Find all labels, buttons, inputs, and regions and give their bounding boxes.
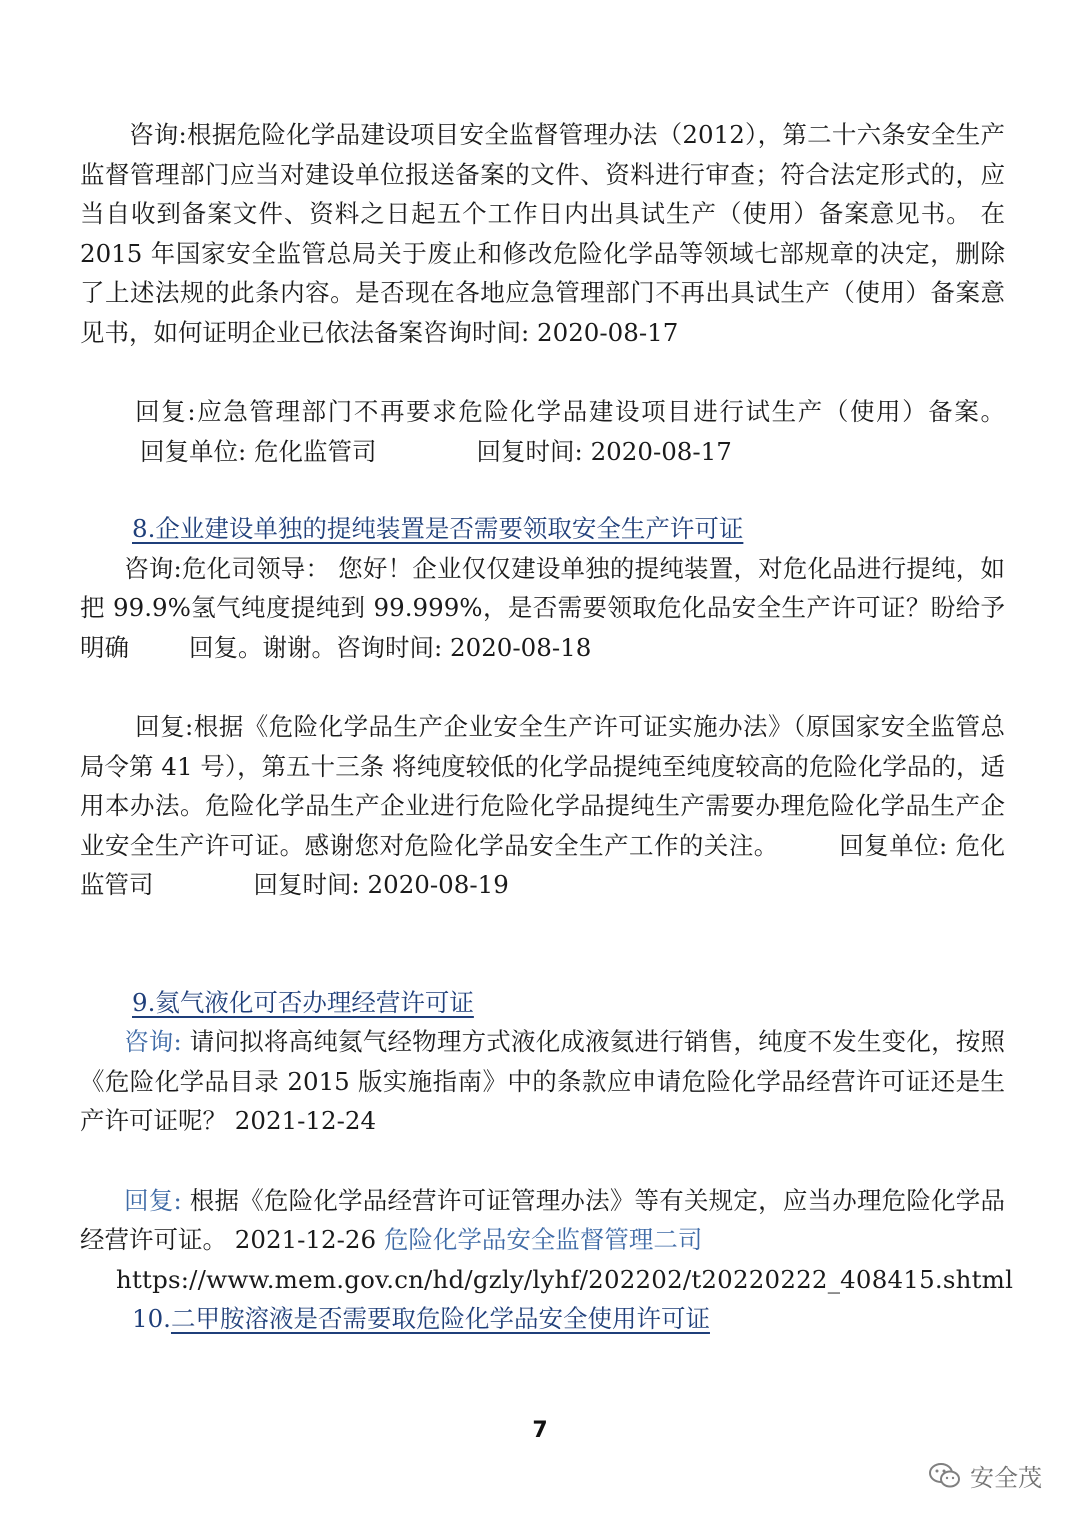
- reply-label-9: 回复:: [124, 1185, 182, 1215]
- consult-tail-8: 回复。谢谢。咨询时间: 2020-08-18: [189, 632, 592, 662]
- wechat-icon: [928, 1461, 962, 1491]
- section-number-10: 10.: [132, 1304, 171, 1333]
- reply-text-8: 回复:根据《危险化学品生产企业安全生产许可证实施办法》（原国家安全监管总局令第 41 号），第五十三条 将纯度较低的化学品提纯至纯度较高的危险化学品的，适用本办法。危险化学品生产企业进行危险化学品提纯生产需要办理危险化学品生产企业安全生产许可证。感谢您对危险化学品安全生产工作的关注。: [80, 712, 1005, 860]
- consult-paragraph: 咨询:根据危险化学品建设项目安全监督管理办法（2012），第二十六条安全生产监督管理部门应当对建设单位报送备案的文件、资料进行审查；符合法定形式的，应当自收到备案文件、资料之日起五个工作日内出具试生产（使用）备案意见书。 在 2015 年国家安全监管总局关于废止和修改危险化学品等领域七部规章的决定，删除了上述法规的此条内容。是否现在各地应急管理部门不再出具试生产（使用）备案意见书，如何证明企业已依法备案咨询时间: 2020-08-17: [80, 120, 1005, 347]
- section-heading-9-link[interactable]: 9.氦气液化可否办理经营许可证: [132, 987, 474, 1017]
- section-heading-10[interactable]: [80, 1299, 1005, 1339]
- section-heading-10-link[interactable]: 二甲胺溶液是否需要取危险化学品安全使用许可证: [170, 1304, 710, 1333]
- section-heading-9[interactable]: [80, 983, 1005, 1023]
- source-url[interactable]: https://www.mem.gov.cn/hd/gzly/lyhf/202202/t20220222_408415.shtml: [116, 1264, 1014, 1294]
- reply-time-8: 回复时间: 2020-08-19: [253, 870, 509, 899]
- document-body: [80, 115, 1014, 1339]
- page-number: 7: [532, 1418, 548, 1443]
- reply-paragraph-9: [80, 1181, 1005, 1260]
- consult-text-8: 咨询:危化司领导： 您好！企业仅仅建设单独的提纯装置，对危化品进行提纯，如把 99.9%氢气纯度提纯到 99.999%，是否需要领取危化品安全生产许可证？盼给予明确: [80, 553, 1005, 662]
- reply-unit-9: 危险化学品安全监督管理二司: [383, 1225, 703, 1254]
- watermark-text: 安全茂: [970, 1464, 1042, 1492]
- reply-text-9: 根据《危险化学品经营许可证管理办法》等有关规定，应当办理危险化学品经营许可证。 2021-12-26: [80, 1185, 1005, 1254]
- section-heading-8-link[interactable]: 8.企业建设单独的提纯装置是否需要领取安全生产许可证: [132, 514, 744, 543]
- reply-paragraph-8: [80, 707, 1005, 905]
- consult-paragraph-8: [80, 549, 1005, 668]
- section-heading-8[interactable]: [80, 509, 1005, 549]
- consult-text-9: 请问拟将高纯氦气经物理方式液化成液氦进行销售，纯度不发生变化，按照《危险化学品目录 2015 版实施指南》中的条款应申请危险化学品经营许可证还是生产许可证呢？ 2021-12-24: [80, 1027, 1005, 1135]
- reply-time: 回复时间: 2020-08-17: [476, 436, 732, 466]
- reply-unit-8: 回复单位: 危化监管司: [80, 830, 1005, 899]
- reply-paragraph: [80, 392, 1005, 471]
- consult-label-9: 咨询:: [124, 1027, 182, 1056]
- watermark: [928, 1458, 1042, 1493]
- consult-paragraph-9: [80, 1022, 1005, 1141]
- reply-unit: 回复单位: 危化监管司: [140, 436, 377, 466]
- reply-text: 回复:应急管理部门不再要求危险化学品建设项目进行试生产（使用）备案。: [135, 397, 1005, 426]
